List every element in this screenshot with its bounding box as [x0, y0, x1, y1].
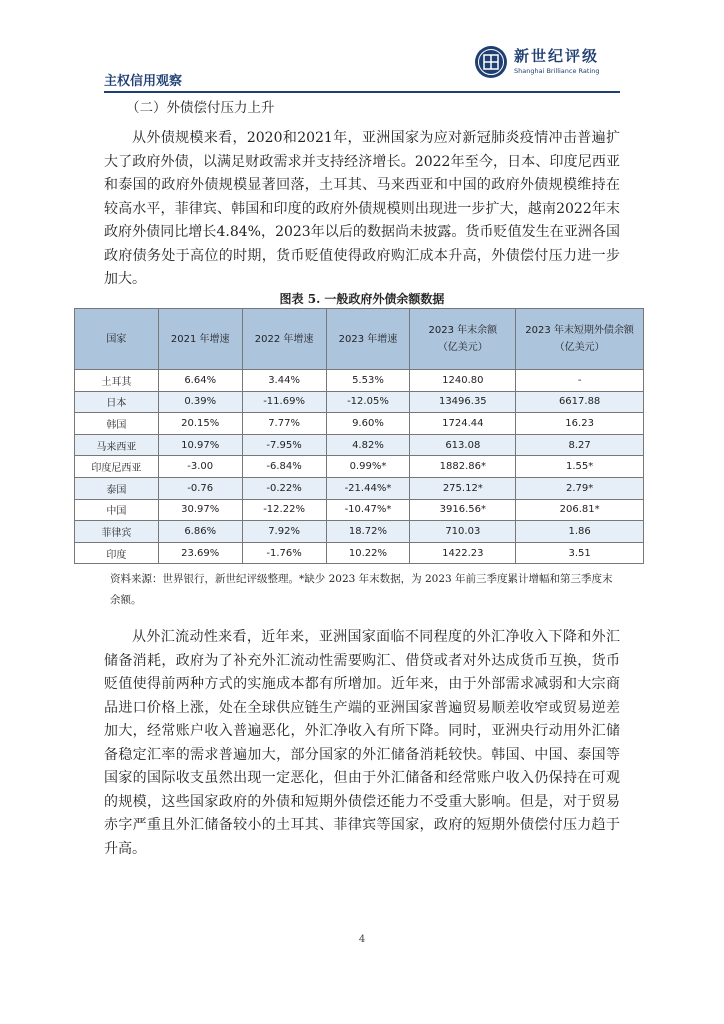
value-cell: 3.51 [516, 542, 644, 564]
government-external-debt-table [74, 308, 644, 564]
logo-chinese-name: 新世纪评级 [514, 47, 600, 65]
value-cell: -10.47%* [326, 499, 410, 521]
value-cell: 7.92% [242, 521, 326, 543]
report-series-title: 主权信用观察 [104, 74, 183, 89]
table-row [75, 521, 644, 543]
country-cell: 印度尼西亚 [75, 456, 159, 478]
country-cell: 中国 [75, 499, 159, 521]
table-row [75, 434, 644, 456]
value-cell: 613.08 [410, 434, 516, 456]
value-cell: 6.86% [158, 521, 242, 543]
country-cell: 泰国 [75, 477, 159, 499]
paragraph-fx-liquidity [104, 626, 620, 861]
country-cell: 日本 [75, 391, 159, 413]
column-header: 2023 年末余额 （亿美元） [410, 309, 516, 370]
value-cell: -0.22% [242, 477, 326, 499]
value-cell: -21.44%* [326, 477, 410, 499]
column-header: 2023 年增速 [326, 309, 410, 370]
value-cell: -11.69% [242, 391, 326, 413]
table-row [75, 456, 644, 478]
value-cell: 16.23 [516, 413, 644, 435]
value-cell: 4.82% [326, 434, 410, 456]
paragraph-external-debt-scale [104, 127, 620, 292]
value-cell: 0.99%* [326, 456, 410, 478]
table-row [75, 413, 644, 435]
value-cell: 6617.88 [516, 391, 644, 413]
source-note: 资料来源：世界银行，新世纪评级整理。*缺少 2023 年末数据，为 2023 年前三季度累计增幅和第三季度末余额。 [110, 573, 613, 606]
value-cell: 0.39% [158, 391, 242, 413]
value-cell: 2.79* [516, 477, 644, 499]
country-cell: 韩国 [75, 413, 159, 435]
value-cell: -3.00 [158, 456, 242, 478]
value-cell: 710.03 [410, 521, 516, 543]
section-heading: （二）外债偿付压力上升 [126, 100, 275, 116]
country-cell: 土耳其 [75, 370, 159, 392]
value-cell: 8.27 [516, 434, 644, 456]
value-cell: 5.53% [326, 370, 410, 392]
column-header: 国家 [75, 309, 159, 370]
column-header: 2021 年增速 [158, 309, 242, 370]
rating-agency-emblem-icon [474, 45, 508, 79]
value-cell: 23.69% [158, 542, 242, 564]
country-cell: 菲律宾 [75, 521, 159, 543]
value-cell: -7.95% [242, 434, 326, 456]
value-cell: 3.44% [242, 370, 326, 392]
paragraph-text: 从外债规模来看，2020和2021年，亚洲国家为应对新冠肺炎疫情冲击普遍扩大了政府外债，以满足财政需求并支持经济增长。2022年至今，日本、印度尼西亚和泰国的政府外债规模显著回落，土耳其、马来西亚和中国的政府外债规模维持在较高水平，菲律宾、韩国和印度的政府外债规模则出现进一步扩大，越南2022年末政府外债同比增长4.84%，2023年以后的数据尚未披露。货币贬值发生在亚洲各国政府债务处于高位的时期，货币贬值使得政府购汇成本升高，外债偿付压力进一步加大。 [104, 130, 620, 287]
value-cell: -1.76% [242, 542, 326, 564]
value-cell: 3916.56* [410, 499, 516, 521]
value-cell: 1882.86* [410, 456, 516, 478]
value-cell: 1422.23 [410, 542, 516, 564]
country-cell: 印度 [75, 542, 159, 564]
table-row [75, 499, 644, 521]
column-header: 2022 年增速 [242, 309, 326, 370]
table-header-row [75, 309, 644, 370]
value-cell: -6.84% [242, 456, 326, 478]
value-cell: 10.97% [158, 434, 242, 456]
country-cell: 马来西亚 [75, 434, 159, 456]
value-cell: 206.81* [516, 499, 644, 521]
company-logo [474, 43, 624, 83]
value-cell: 9.60% [326, 413, 410, 435]
value-cell: -0.76 [158, 477, 242, 499]
value-cell: 1240.80 [410, 370, 516, 392]
value-cell: -12.22% [242, 499, 326, 521]
paragraph-text: 从外汇流动性来看，近年来，亚洲国家面临不同程度的外汇净收入下降和外汇储备消耗，政府为了补充外汇流动性需要购汇、借贷或者对外达成货币互换，货币贬值使得前两种方式的实施成本都有所增加。近年来，由于外部需求减弱和大宗商品进口价格上涨，处在全球供应链生产端的亚洲国家普遍贸易顺差收窄或贸易逆差加大，经常账户收入普遍恶化，外汇净收入有所下降。同时，亚洲央行动用外汇储备稳定汇率的需求普遍加大，部分国家的外汇储备消耗较快。韩国、中国、泰国等国家的国际收支虽然出现一定恶化，但由于外汇储备和经常账户收入仍保持在可观的规模，这些国家政府的外债和短期外债偿还能力不受重大影响。但是，对于贸易赤字严重且外汇储备较小的土耳其、菲律宾等国家，政府的短期外债偿付压力趋于升高。 [104, 629, 620, 857]
column-header: 2023 年末短期外债余额 （亿美元） [516, 309, 644, 370]
page-number: 4 [358, 934, 366, 945]
header-divider [104, 91, 620, 93]
value-cell: - [516, 370, 644, 392]
table-row [75, 477, 644, 499]
value-cell: -12.05% [326, 391, 410, 413]
value-cell: 13496.35 [410, 391, 516, 413]
value-cell: 30.97% [158, 499, 242, 521]
value-cell: 1724.44 [410, 413, 516, 435]
value-cell: 275.12* [410, 477, 516, 499]
value-cell: 1.55* [516, 456, 644, 478]
logo-english-name: Shanghai Brilliance Rating [514, 67, 600, 75]
value-cell: 18.72% [326, 521, 410, 543]
value-cell: 10.22% [326, 542, 410, 564]
table-row [75, 542, 644, 564]
value-cell: 6.64% [158, 370, 242, 392]
value-cell: 1.86 [516, 521, 644, 543]
value-cell: 7.77% [242, 413, 326, 435]
table-caption: 图表 5. 一般政府外债余额数据 [279, 292, 445, 306]
table-body [75, 370, 644, 564]
table-row [75, 370, 644, 392]
value-cell: 20.15% [158, 413, 242, 435]
table-row [75, 391, 644, 413]
